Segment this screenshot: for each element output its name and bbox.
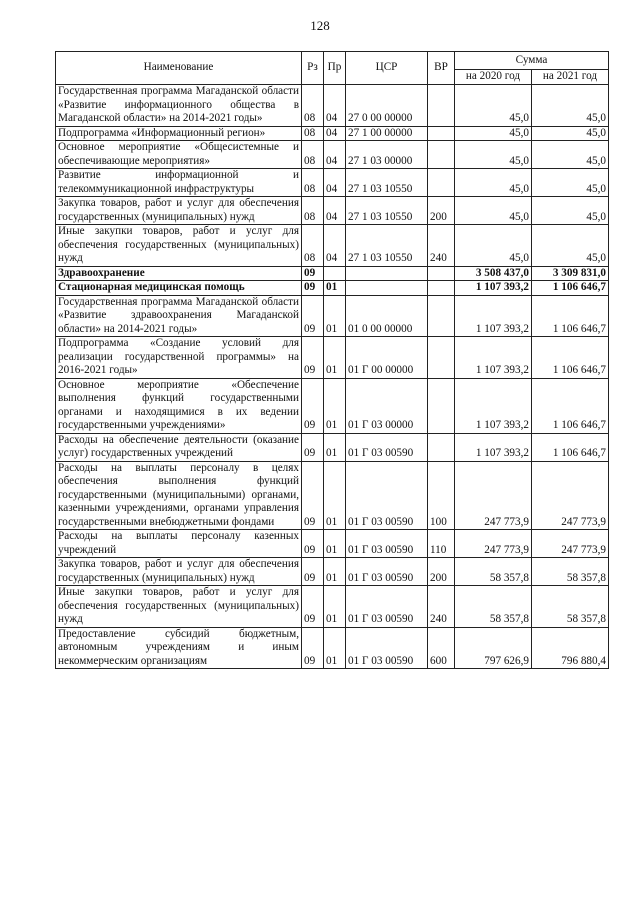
cell-name: Стационарная медицинская помощь [56, 281, 302, 296]
page-number: 128 [310, 18, 330, 33]
cell-pr: 04 [324, 126, 346, 141]
cell-rz: 09 [302, 586, 324, 628]
cell-name: Развитие информационной и телекоммуникационной инфраструктуры [56, 169, 302, 197]
cell-sum-2021: 1 106 646,7 [532, 337, 609, 379]
cell-vr: 200 [428, 197, 455, 225]
cell-sum-2021: 1 106 646,7 [532, 433, 609, 461]
header-sum: Сумма [455, 52, 609, 70]
cell-sum-2020: 45,0 [455, 141, 532, 169]
cell-sum-2020: 45,0 [455, 126, 532, 141]
cell-pr: 04 [324, 85, 346, 127]
cell-sum-2021: 3 309 831,0 [532, 266, 609, 281]
cell-name: Основное мероприятие «Общесистемные и обеспечивающие мероприятия» [56, 141, 302, 169]
cell-vr [428, 295, 455, 337]
cell-sum-2020: 1 107 393,2 [455, 433, 532, 461]
cell-name: Государственная программа Магаданской области «Развитие здравоохранения Магаданской области» на 2014-2021 годы» [56, 295, 302, 337]
cell-vr: 100 [428, 461, 455, 530]
cell-name: Подпрограмма «Информационный регион» [56, 126, 302, 141]
cell-rz: 08 [302, 225, 324, 267]
table-row [56, 461, 609, 530]
cell-vr: 240 [428, 586, 455, 628]
cell-sum-2021: 1 106 646,7 [532, 281, 609, 296]
cell-name: Государственная программа Магаданской области «Развитие информационного общества в Магаданской области» на 2014-2021 годы» [56, 85, 302, 127]
cell-rz: 08 [302, 169, 324, 197]
cell-rz: 08 [302, 197, 324, 225]
cell-pr: 01 [324, 378, 346, 433]
cell-csr: 27 1 03 10550 [346, 197, 428, 225]
cell-pr: 01 [324, 461, 346, 530]
table-body [56, 85, 609, 669]
cell-sum-2020: 1 107 393,2 [455, 378, 532, 433]
header-name: Наименование [56, 52, 302, 85]
cell-name: Предоставление субсидий бюджетным, автономным учреждениям и иным некоммерческим организациям [56, 627, 302, 669]
cell-sum-2021: 58 357,8 [532, 586, 609, 628]
cell-vr: 110 [428, 530, 455, 558]
cell-rz: 09 [302, 378, 324, 433]
cell-sum-2020: 1 107 393,2 [455, 295, 532, 337]
cell-sum-2020: 797 626,9 [455, 627, 532, 669]
cell-csr: 01 Г 03 00590 [346, 586, 428, 628]
cell-pr: 01 [324, 530, 346, 558]
table-row [56, 197, 609, 225]
cell-sum-2021: 45,0 [532, 85, 609, 127]
cell-csr: 01 Г 00 00000 [346, 337, 428, 379]
cell-vr [428, 281, 455, 296]
cell-sum-2021: 58 357,8 [532, 558, 609, 586]
cell-sum-2020: 45,0 [455, 225, 532, 267]
cell-pr: 01 [324, 337, 346, 379]
cell-rz: 09 [302, 530, 324, 558]
cell-sum-2021: 45,0 [532, 169, 609, 197]
cell-sum-2021: 45,0 [532, 225, 609, 267]
table-row [56, 586, 609, 628]
cell-pr: 01 [324, 433, 346, 461]
cell-csr: 01 Г 03 00590 [346, 627, 428, 669]
header-vr: ВР [428, 52, 455, 85]
cell-pr: 04 [324, 197, 346, 225]
table-row [56, 337, 609, 379]
cell-name: Закупка товаров, работ и услуг для обеспечения государственных (муниципальных) нужд [56, 558, 302, 586]
cell-name: Расходы на выплаты персоналу казенных учреждений [56, 530, 302, 558]
cell-sum-2021: 1 106 646,7 [532, 378, 609, 433]
cell-rz: 09 [302, 337, 324, 379]
table-row [56, 141, 609, 169]
table-row [56, 295, 609, 337]
table-row [56, 558, 609, 586]
cell-sum-2021: 45,0 [532, 126, 609, 141]
cell-pr: 04 [324, 225, 346, 267]
cell-csr: 27 0 00 00000 [346, 85, 428, 127]
header-year-2021: на 2021 год [532, 70, 609, 85]
cell-csr: 01 Г 03 00590 [346, 558, 428, 586]
cell-name: Закупка товаров, работ и услуг для обеспечения государственных (муниципальных) нужд [56, 197, 302, 225]
cell-rz: 09 [302, 266, 324, 281]
cell-vr [428, 169, 455, 197]
cell-vr [428, 141, 455, 169]
cell-csr: 01 Г 03 00000 [346, 378, 428, 433]
table-row [56, 225, 609, 267]
table-row [56, 627, 609, 669]
cell-csr: 27 1 03 10550 [346, 169, 428, 197]
cell-vr [428, 378, 455, 433]
cell-sum-2020: 247 773,9 [455, 530, 532, 558]
cell-vr: 200 [428, 558, 455, 586]
cell-sum-2021: 45,0 [532, 141, 609, 169]
cell-csr: 01 Г 03 00590 [346, 530, 428, 558]
table-row [56, 126, 609, 141]
header-rz: Рз [302, 52, 324, 85]
cell-vr: 240 [428, 225, 455, 267]
cell-sum-2020: 1 107 393,2 [455, 337, 532, 379]
table-row [56, 378, 609, 433]
cell-name: Иные закупки товаров, работ и услуг для обеспечения государственных (муниципальных) нужд [56, 586, 302, 628]
cell-csr [346, 266, 428, 281]
header-year-2020: на 2020 год [455, 70, 532, 85]
cell-csr: 01 0 00 00000 [346, 295, 428, 337]
cell-pr: 04 [324, 169, 346, 197]
cell-vr: 600 [428, 627, 455, 669]
cell-name: Здравоохранение [56, 266, 302, 281]
cell-sum-2021: 45,0 [532, 197, 609, 225]
cell-pr: 01 [324, 586, 346, 628]
cell-rz: 09 [302, 295, 324, 337]
cell-rz: 08 [302, 141, 324, 169]
cell-sum-2021: 796 880,4 [532, 627, 609, 669]
table-row [56, 281, 609, 296]
cell-sum-2020: 58 357,8 [455, 586, 532, 628]
cell-rz: 09 [302, 558, 324, 586]
cell-name: Иные закупки товаров, работ и услуг для обеспечения государственных (муниципальных) нужд [56, 225, 302, 267]
cell-sum-2020: 247 773,9 [455, 461, 532, 530]
header-csr: ЦСР [346, 52, 428, 85]
cell-vr [428, 266, 455, 281]
cell-name: Подпрограмма «Создание условий для реализации государственной программы» на 2016-2021 годы» [56, 337, 302, 379]
table-row [56, 530, 609, 558]
cell-sum-2020: 45,0 [455, 197, 532, 225]
cell-csr: 27 1 03 10550 [346, 225, 428, 267]
cell-csr [346, 281, 428, 296]
table-row [56, 266, 609, 281]
table-row [56, 85, 609, 127]
cell-pr: 01 [324, 281, 346, 296]
cell-vr [428, 337, 455, 379]
cell-csr: 27 1 00 00000 [346, 126, 428, 141]
cell-csr: 01 Г 03 00590 [346, 461, 428, 530]
cell-pr: 04 [324, 141, 346, 169]
cell-pr [324, 266, 346, 281]
budget-table [55, 51, 609, 669]
cell-sum-2020: 45,0 [455, 85, 532, 127]
cell-rz: 09 [302, 461, 324, 530]
cell-vr [428, 85, 455, 127]
cell-name: Расходы на обеспечение деятельности (оказание услуг) государственных учреждений [56, 433, 302, 461]
cell-name: Основное мероприятие «Обеспечение выполнения функций государственными органами и находящимися в их ведении государственными учреждениями» [56, 378, 302, 433]
cell-pr: 01 [324, 627, 346, 669]
cell-vr [428, 126, 455, 141]
cell-rz: 09 [302, 281, 324, 296]
cell-rz: 09 [302, 433, 324, 461]
table-row [56, 169, 609, 197]
cell-rz: 09 [302, 627, 324, 669]
table-row [56, 433, 609, 461]
cell-pr: 01 [324, 558, 346, 586]
cell-csr: 01 Г 03 00590 [346, 433, 428, 461]
header-pr: Пр [324, 52, 346, 85]
cell-rz: 08 [302, 85, 324, 127]
cell-vr [428, 433, 455, 461]
cell-sum-2021: 247 773,9 [532, 530, 609, 558]
cell-sum-2020: 1 107 393,2 [455, 281, 532, 296]
cell-sum-2021: 247 773,9 [532, 461, 609, 530]
cell-sum-2020: 3 508 437,0 [455, 266, 532, 281]
cell-sum-2020: 58 357,8 [455, 558, 532, 586]
cell-pr: 01 [324, 295, 346, 337]
cell-name: Расходы на выплаты персоналу в целях обеспечения выполнения функций государственными (муниципальными) органами, казенными учреждениями, органами управления государственными внебюджетными фондами [56, 461, 302, 530]
cell-sum-2020: 45,0 [455, 169, 532, 197]
cell-rz: 08 [302, 126, 324, 141]
cell-sum-2021: 1 106 646,7 [532, 295, 609, 337]
cell-csr: 27 1 03 00000 [346, 141, 428, 169]
